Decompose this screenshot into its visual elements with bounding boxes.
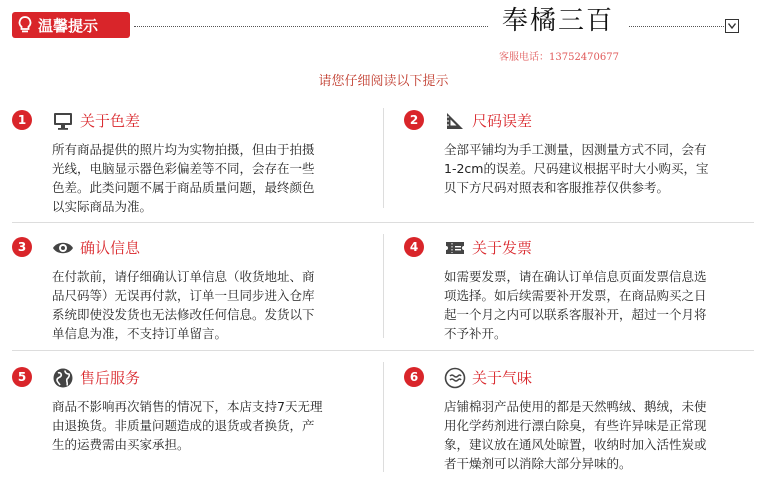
section-header: [12, 367, 388, 389]
chevron-down-icon: [728, 23, 736, 29]
section-title: 关于发票: [472, 239, 533, 257]
ruler-icon: [444, 110, 466, 132]
row-divider-2: [12, 350, 754, 351]
collapse-toggle[interactable]: [725, 19, 739, 33]
notice-badge-label: 温馨提示: [38, 16, 99, 35]
section-header: [12, 237, 388, 259]
section-body: 所有商品提供的照片均为实物拍摄，但由于拍摄 光线，电脑显示器色彩偏差等不同，会存在一些 色差。此类问题不属于商品质量问题，最终颜色 以实际商品为准。: [52, 142, 315, 214]
section-header: [12, 110, 388, 132]
section-header: [404, 237, 767, 259]
monitor-icon: [52, 110, 74, 132]
section-body: 商品不影响再次销售的情况下，本店支持7天无理 由退换货。非质量问题造成的退货或者换货，产 生的运费需由买家承担。: [52, 399, 323, 452]
section-title: 尺码误差: [472, 112, 533, 130]
section-body: 店铺棉羽产品使用的都是天然鸭绒、鹅绒，未使 用化学药剂进行漂白除臭，有些许异味是正常现 象，建议放在通风处晾置，收纳时加入活性炭或 者干燥剂可以消除大部分异味的。: [444, 399, 707, 471]
section-number: 5: [12, 367, 32, 387]
ticket-icon: [444, 237, 466, 259]
section-title: 关于色差: [80, 112, 141, 130]
row-divider-1: [12, 222, 754, 223]
section-number: 3: [12, 237, 32, 257]
section-number: 1: [12, 110, 32, 130]
section-header: [404, 367, 767, 389]
service-phone: 客服电话：13752470677: [499, 52, 619, 63]
section-title: 售后服务: [80, 369, 141, 387]
eye-icon: [52, 237, 74, 259]
header: [0, 0, 767, 63]
section-body: 在付款前，请仔细确认订单信息（收货地址、商 品尺码等）无误再付款，订单一旦同步进入仓库 系统即使没发货也无法修改任何信息。发货以下 单信息为准，不支持订单留言。: [52, 269, 315, 341]
section-number: 4: [404, 237, 424, 257]
page-subtitle: 请您仔细阅读以下提示: [318, 74, 449, 89]
odor-icon: [444, 367, 466, 389]
section-number: 6: [404, 367, 424, 387]
globe-icon: [52, 367, 74, 389]
notice-badge: [12, 12, 130, 38]
lightbulb-icon: [12, 12, 38, 38]
section-number: 2: [404, 110, 424, 130]
section-header: [404, 110, 767, 132]
section-body: 全部平铺均为手工测量，因测量方式不同，会有 1-2cm的误差。尺码建议根据平时大小购买，宝 贝下方尺码对照表和客服推荐仅供参考。: [444, 142, 709, 195]
header-dotted-line: [134, 26, 724, 27]
section-title: 确认信息: [80, 239, 141, 257]
section-title: 关于气味: [472, 369, 533, 387]
brand-name: 奉橘三百: [488, 4, 628, 38]
section-body: 如需要发票，请在确认订单信息页面发票信息选 项选择。如后续需要补开发票，在商品购买之日 起一个月之内可以联系客服补开，超过一个月将 不予补开。: [444, 269, 707, 341]
